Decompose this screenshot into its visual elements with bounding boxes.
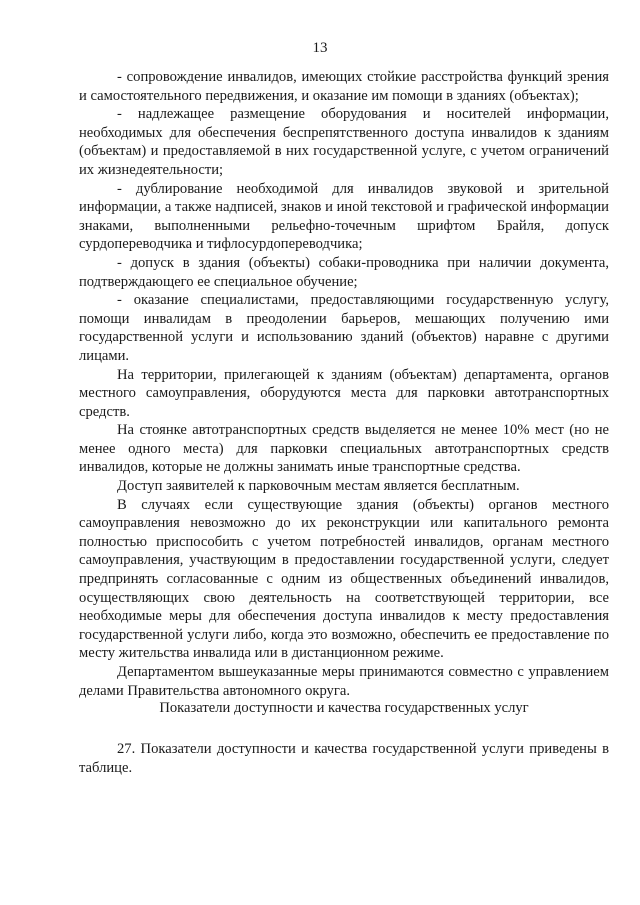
section-heading: Показатели доступности и качества государственных услуг xyxy=(159,700,529,716)
paragraph: Департаментом вышеуказанные меры принимаются совместно с управлением делами Правительства автономного округа. xyxy=(79,664,609,699)
document-body xyxy=(79,68,609,700)
paragraph: - надлежащее размещение оборудования и носителей информации, необходимых для обеспечения беспрепятственного доступа инвалидов к зданиям (объектам) и предоставляемой в них государственной услуге, с учетом ограничений их жизнедеятельности; xyxy=(79,106,609,178)
paragraph: - дублирование необходимой для инвалидов звуковой и зрительной информации, а также надписей, знаков и иной текстовой и графической информации знаками, выполненными рельефно-точечным шрифтом Брайля, допуск сурдопереводчика и тифлосурдопереводчика; xyxy=(79,180,609,253)
paragraph: 27. Показатели доступности и качества государственной услуги приведены в таблице. xyxy=(79,741,609,776)
paragraph: - допуск в здания (объекты) собаки-проводника при наличии документа, подтверждающего ее специальное обучение; xyxy=(79,254,609,290)
paragraph: На стоянке автотранспортных средств выделяется не менее 10% мест (но не менее одного места) для парковки специальных автотранспортных средств инвалидов, которые не должны занимать иные транспортные средства. xyxy=(79,422,609,476)
paragraph: Доступ заявителей к парковочным местам является бесплатным. xyxy=(117,478,520,495)
paragraph: В случаях если существующие здания (объекты) органов местного самоуправления невозможно до их реконструкции или капитального ремонта полностью приспособить с учетом потребностей инвалидов, органам местного самоуправления, участвующим в предоставлении государственной услуги, следует предпринять согласованные с одним из общественных объединений инвалидов, осуществляющих свою деятельность на соответствующей территории, все необходимые меры для обеспечения доступа инвалидов к месту предоставления государственной услуги либо, когда это возможно, обеспечить ее предоставление по месту жительства инвалида или в дистанционном режиме. xyxy=(79,496,609,662)
paragraph: - оказание специалистами, предоставляющими государственную услугу, помощи инвалидам в преодолении барьеров, мешающих получению ими государственной услуги и использованию зданий (объектов) наравне с другими лицами. xyxy=(79,292,609,364)
page-number: 13 xyxy=(312,40,328,56)
closing-text xyxy=(79,740,609,777)
paragraph: - сопровождение инвалидов, имеющих стойкие расстройства функций зрения и самостоятельного передвижения, и оказание им помощи в зданиях (объектах); xyxy=(79,69,609,104)
paragraph: На территории, прилегающей к зданиям (объектам) департамента, органов местного самоуправления, оборудуются места для парковки автотранспортных средств. xyxy=(79,366,609,420)
